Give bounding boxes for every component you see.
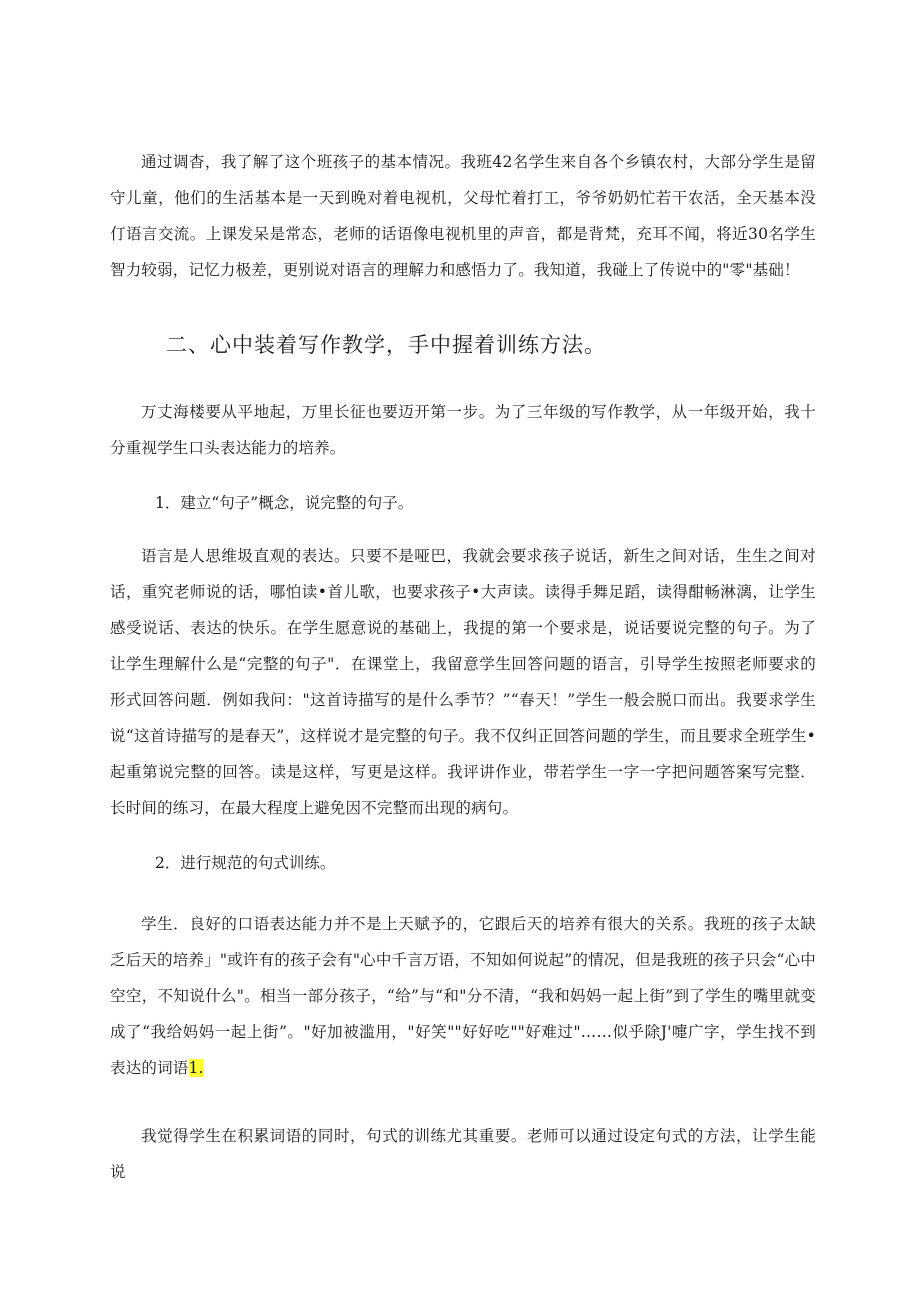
- paragraph-survey: 通过调杳，我了解了这个班孩子的基本情况。我班42名学生来自各个乡镇农村，大部分学生是留守儿童，他们的生活基本是一天到晚对着电视机，父母忙着打工，爷爷奶奶忙若干农活，全天基本没仃语言交流。上课发呆是常态，老师的话语像电视机里的声音，都是背梵，充耳不闻，将近30名学生智力较弱，记忆力极差，更别说对语言的理解力和感悟力了。我知道，我碰上了传说中的"零"基础！: [110, 153, 816, 279]
- paragraph-oral-expression-text: 学生．良好的口语表达能力并不是上天赋予的，它跟后天的培养有很大的关系。我班的孩子太缺乏后天的培养」"或许有的孩子会有"心中千言万语，不知如何说起”的情况，但是我班的孩子只会“心中空空，不知说什么"。相当一部分孩子，“给”与“和"分不清，“我和妈妈一起上街”到了学生的嘴里就变成了“我给妈妈一起上街”。"好加被滥用，"好笑""好好吃""好难过"……似乎除J'嚏广字，学生找不到表达的词语: [110, 915, 817, 1077]
- subheading-1: 1．建立“句子”概念，说完整的句子。: [155, 494, 414, 512]
- highlight-mark: 1.: [188, 1059, 204, 1077]
- paragraph-complete-sentence: 语言是人思维圾直观的表达。只要不是哑巴，我就会要求孩子说话，新生之间对话，生生之间对话，重究老师说的话，哪怕读•首儿歌，也要求孩子•大声读。读得手舞足蹈，读得酣畅淋漓，让学生感受说话、表达的快乐。在学生愿意说的基础上，我提的第一个要求是，说话要说完整的句子。为了让学生理解什么是“完整的句子"．在课堂上，我留意学生回答问题的语言，引导学生按照老师要求的形式回答问题．例如我问："这首诗描写的是什么季节？”“春天！”学生一般会脱口而出。我要求学生说“这首诗描写的是春天”，这样说才是完整的句子。我不仅纠正回答问题的学生，而且要求全班学生•起重第说完整的回答。读是这样，写更是这样。我评讲作业，带若学生一字一字把问题答案写完整．长时间的练习，在最大程度上避免因不完整而出现的病句。: [110, 547, 816, 817]
- paragraph-sentence-pattern: 我觉得学生在积累词语的同时，句式的训练尤其重要。老师可以通过设定句式的方法，让学生能说: [110, 1127, 816, 1181]
- paragraph-intro: 万丈海楼要从平地起，万里长征也要迈开第一步。为了三年级的写作教学，从一年级开始，我十分重视学生口头表达能力的培养。: [110, 403, 816, 457]
- subheading-2: 2．进行规范的句式训练。: [155, 854, 336, 872]
- paragraph-oral-expression: [110, 906, 816, 1086]
- section-heading-2: 二、心中装着写作教学，手中握着训练方法。: [166, 333, 606, 357]
